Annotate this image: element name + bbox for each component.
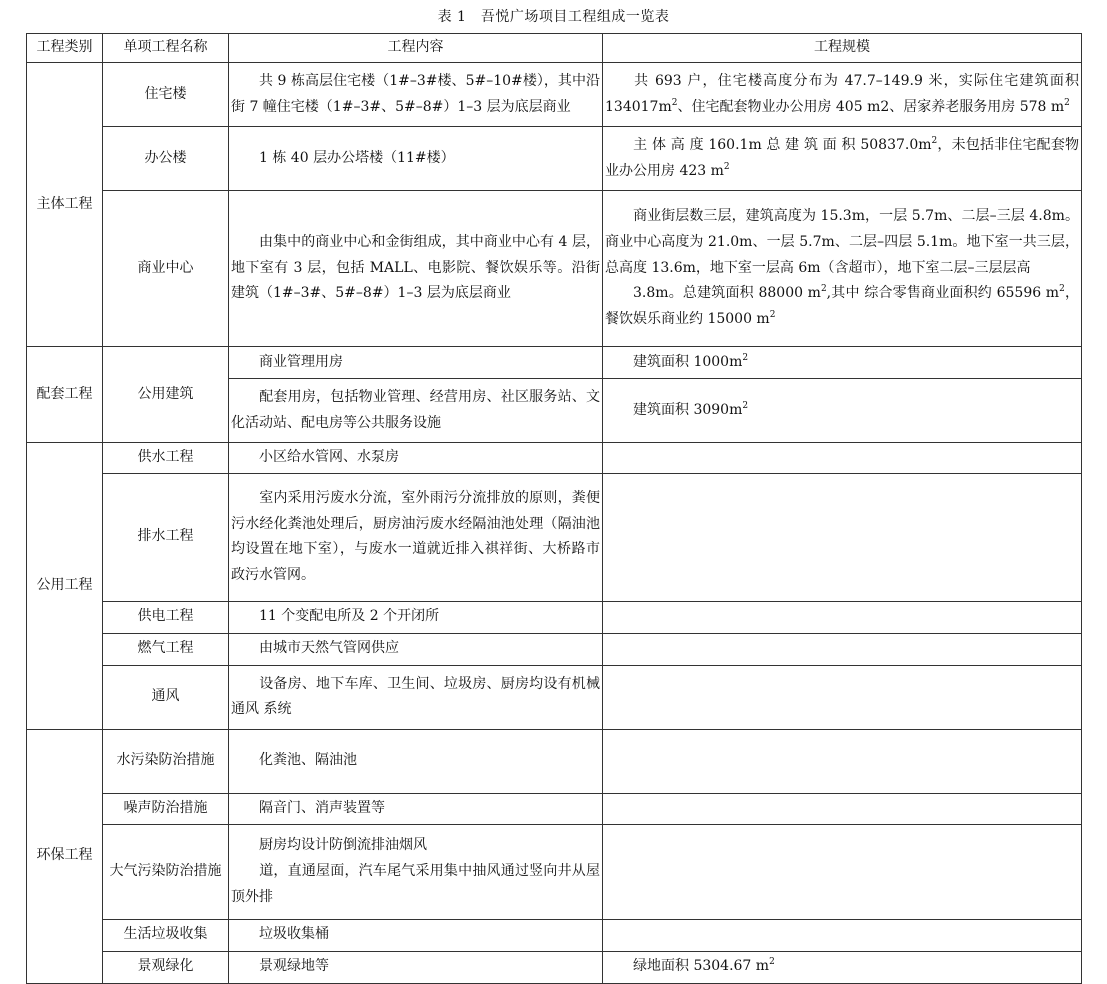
scale-cell: [603, 473, 1082, 601]
content-cell: 化粪池、隔油池: [229, 729, 603, 793]
item-name-cell: 生活垃圾收集: [103, 919, 229, 951]
table-row: [27, 601, 1082, 633]
table-row: [27, 473, 1082, 601]
item-name-cell: 商业中心: [103, 191, 229, 347]
table-row: [27, 729, 1082, 793]
table-row: [27, 63, 1082, 127]
item-name-cell: 景观绿化: [103, 951, 229, 983]
content-cell: 配套用房，包括物业管理、经营用房、社区服务站、文化活动站、配电房等公共服务设施: [229, 379, 603, 443]
content-cell: 小区给水管网、水泵房: [229, 443, 603, 474]
content-cell: 垃圾收集桶: [229, 919, 603, 951]
content-cell: 景观绿地等: [229, 951, 603, 983]
table-row: [27, 347, 1082, 379]
content-cell: 隔音门、消声装置等: [229, 793, 603, 824]
content-cell: 由集中的商业中心和金街组成，其中商业中心有 4 层，地下室有 3 层，包括 MALL、电影院、餐饮娱乐等。沿街建筑（1#–3#、5#–8#）1–3 层为底层商业: [229, 191, 603, 347]
content-cell: 由城市天然气管网供应: [229, 633, 603, 665]
table-row: [27, 191, 1082, 347]
scale-cell: 共 693 户，住宅楼高度分布为 47.7–149.9 米，实际住宅建筑面积 $134017m^2$、住宅配套物业办公用房 405 m2、居家养老服务用房 578 $m^2$: [603, 63, 1082, 127]
table-row: [27, 824, 1082, 919]
header-item-name: 单项工程名称: [103, 34, 229, 63]
item-name-cell: 办公楼: [103, 127, 229, 191]
category-cell: 配套工程: [27, 347, 103, 443]
item-name-cell: 住宅楼: [103, 63, 229, 127]
item-name-cell: 水污染防治措施: [103, 729, 229, 793]
table-row: [27, 951, 1082, 983]
scale-cell: 商业街层数三层，建筑高度为 15.3m，一层 5.7m、二层–三层 4.8m。商业中心高度为 21.0m、一层 5.7m、二层–四层 5.1m。地下室一共三层，总高度 13.6m，地下室一层高 6m（含超市），地下室二层–三层层高 3.8m。总建筑面积 88000 $m^2$,其中 综合零售商业面积约 65596 $m^2$，餐饮娱乐商业约 15000 $m^2$: [603, 191, 1082, 347]
scale-cell: [603, 633, 1082, 665]
table-row: [27, 793, 1082, 824]
table-row: [27, 919, 1082, 951]
scale-cell: 主 体 高 度 160.1m 总 建 筑 面 积 $50837.0m^2$，未包括非住宅配套物业办公用房 423 $m^2$: [603, 127, 1082, 191]
header-row: [27, 34, 1082, 63]
scale-cell: 绿地面积 5304.67 $m^2$: [603, 951, 1082, 983]
content-cell: 共 9 栋高层住宅楼（1#–3#楼、5#–10#楼），其中沿街 7 幢住宅楼（1#–3#、5#–8#）1–3 层为底层商业: [229, 63, 603, 127]
item-name-cell: 公用建筑: [103, 347, 229, 443]
item-name-cell: 通风: [103, 665, 229, 729]
scale-cell: [603, 443, 1082, 474]
content-cell: 1 栋 40 层办公塔楼（11#楼）: [229, 127, 603, 191]
scale-cell: [603, 601, 1082, 633]
scale-cell: 建筑面积 $1000m^2$: [603, 347, 1082, 379]
table-row: [27, 665, 1082, 729]
category-cell: 公用工程: [27, 443, 103, 730]
scale-cell: [603, 824, 1082, 919]
item-name-cell: 排水工程: [103, 473, 229, 601]
item-name-cell: 大气污染防治措施: [103, 824, 229, 919]
category-cell: 主体工程: [27, 63, 103, 347]
table-caption: 表 1 吾悦广场项目工程组成一览表: [437, 9, 670, 25]
scale-cell: [603, 919, 1082, 951]
project-composition-table: [26, 33, 1082, 984]
content-cell: 设备房、地下车库、卫生间、垃圾房、厨房均设有机械通风 系统: [229, 665, 603, 729]
item-name-cell: 燃气工程: [103, 633, 229, 665]
header-content: 工程内容: [229, 34, 603, 63]
content-cell: 室内采用污废水分流，室外雨污分流排放的原则，粪便污水经化粪池处理后，厨房油污废水经隔油池处理（隔油池均设置在地下室），与废水一道就近排入祺祥街、大桥路市政污水管网。: [229, 473, 603, 601]
table-row: [27, 127, 1082, 191]
scale-cell: [603, 729, 1082, 793]
scale-cell: [603, 665, 1082, 729]
scale-cell: [603, 793, 1082, 824]
item-name-cell: 供水工程: [103, 443, 229, 474]
scale-cell: 建筑面积 $3090m^2$: [603, 379, 1082, 443]
table-row: [27, 633, 1082, 665]
item-name-cell: 供电工程: [103, 601, 229, 633]
item-name-cell: 噪声防治措施: [103, 793, 229, 824]
content-cell: 厨房均设计防倒流排油烟风 道，直通屋面，汽车尾气采用集中抽风通过竖向井从屋顶外排: [229, 824, 603, 919]
content-cell: 商业管理用房: [229, 347, 603, 379]
category-cell: 环保工程: [27, 729, 103, 983]
header-scale: 工程规模: [603, 34, 1082, 63]
table-row: [27, 443, 1082, 474]
content-cell: 11 个变配电所及 2 个开闭所: [229, 601, 603, 633]
header-category: 工程类别: [27, 34, 103, 63]
